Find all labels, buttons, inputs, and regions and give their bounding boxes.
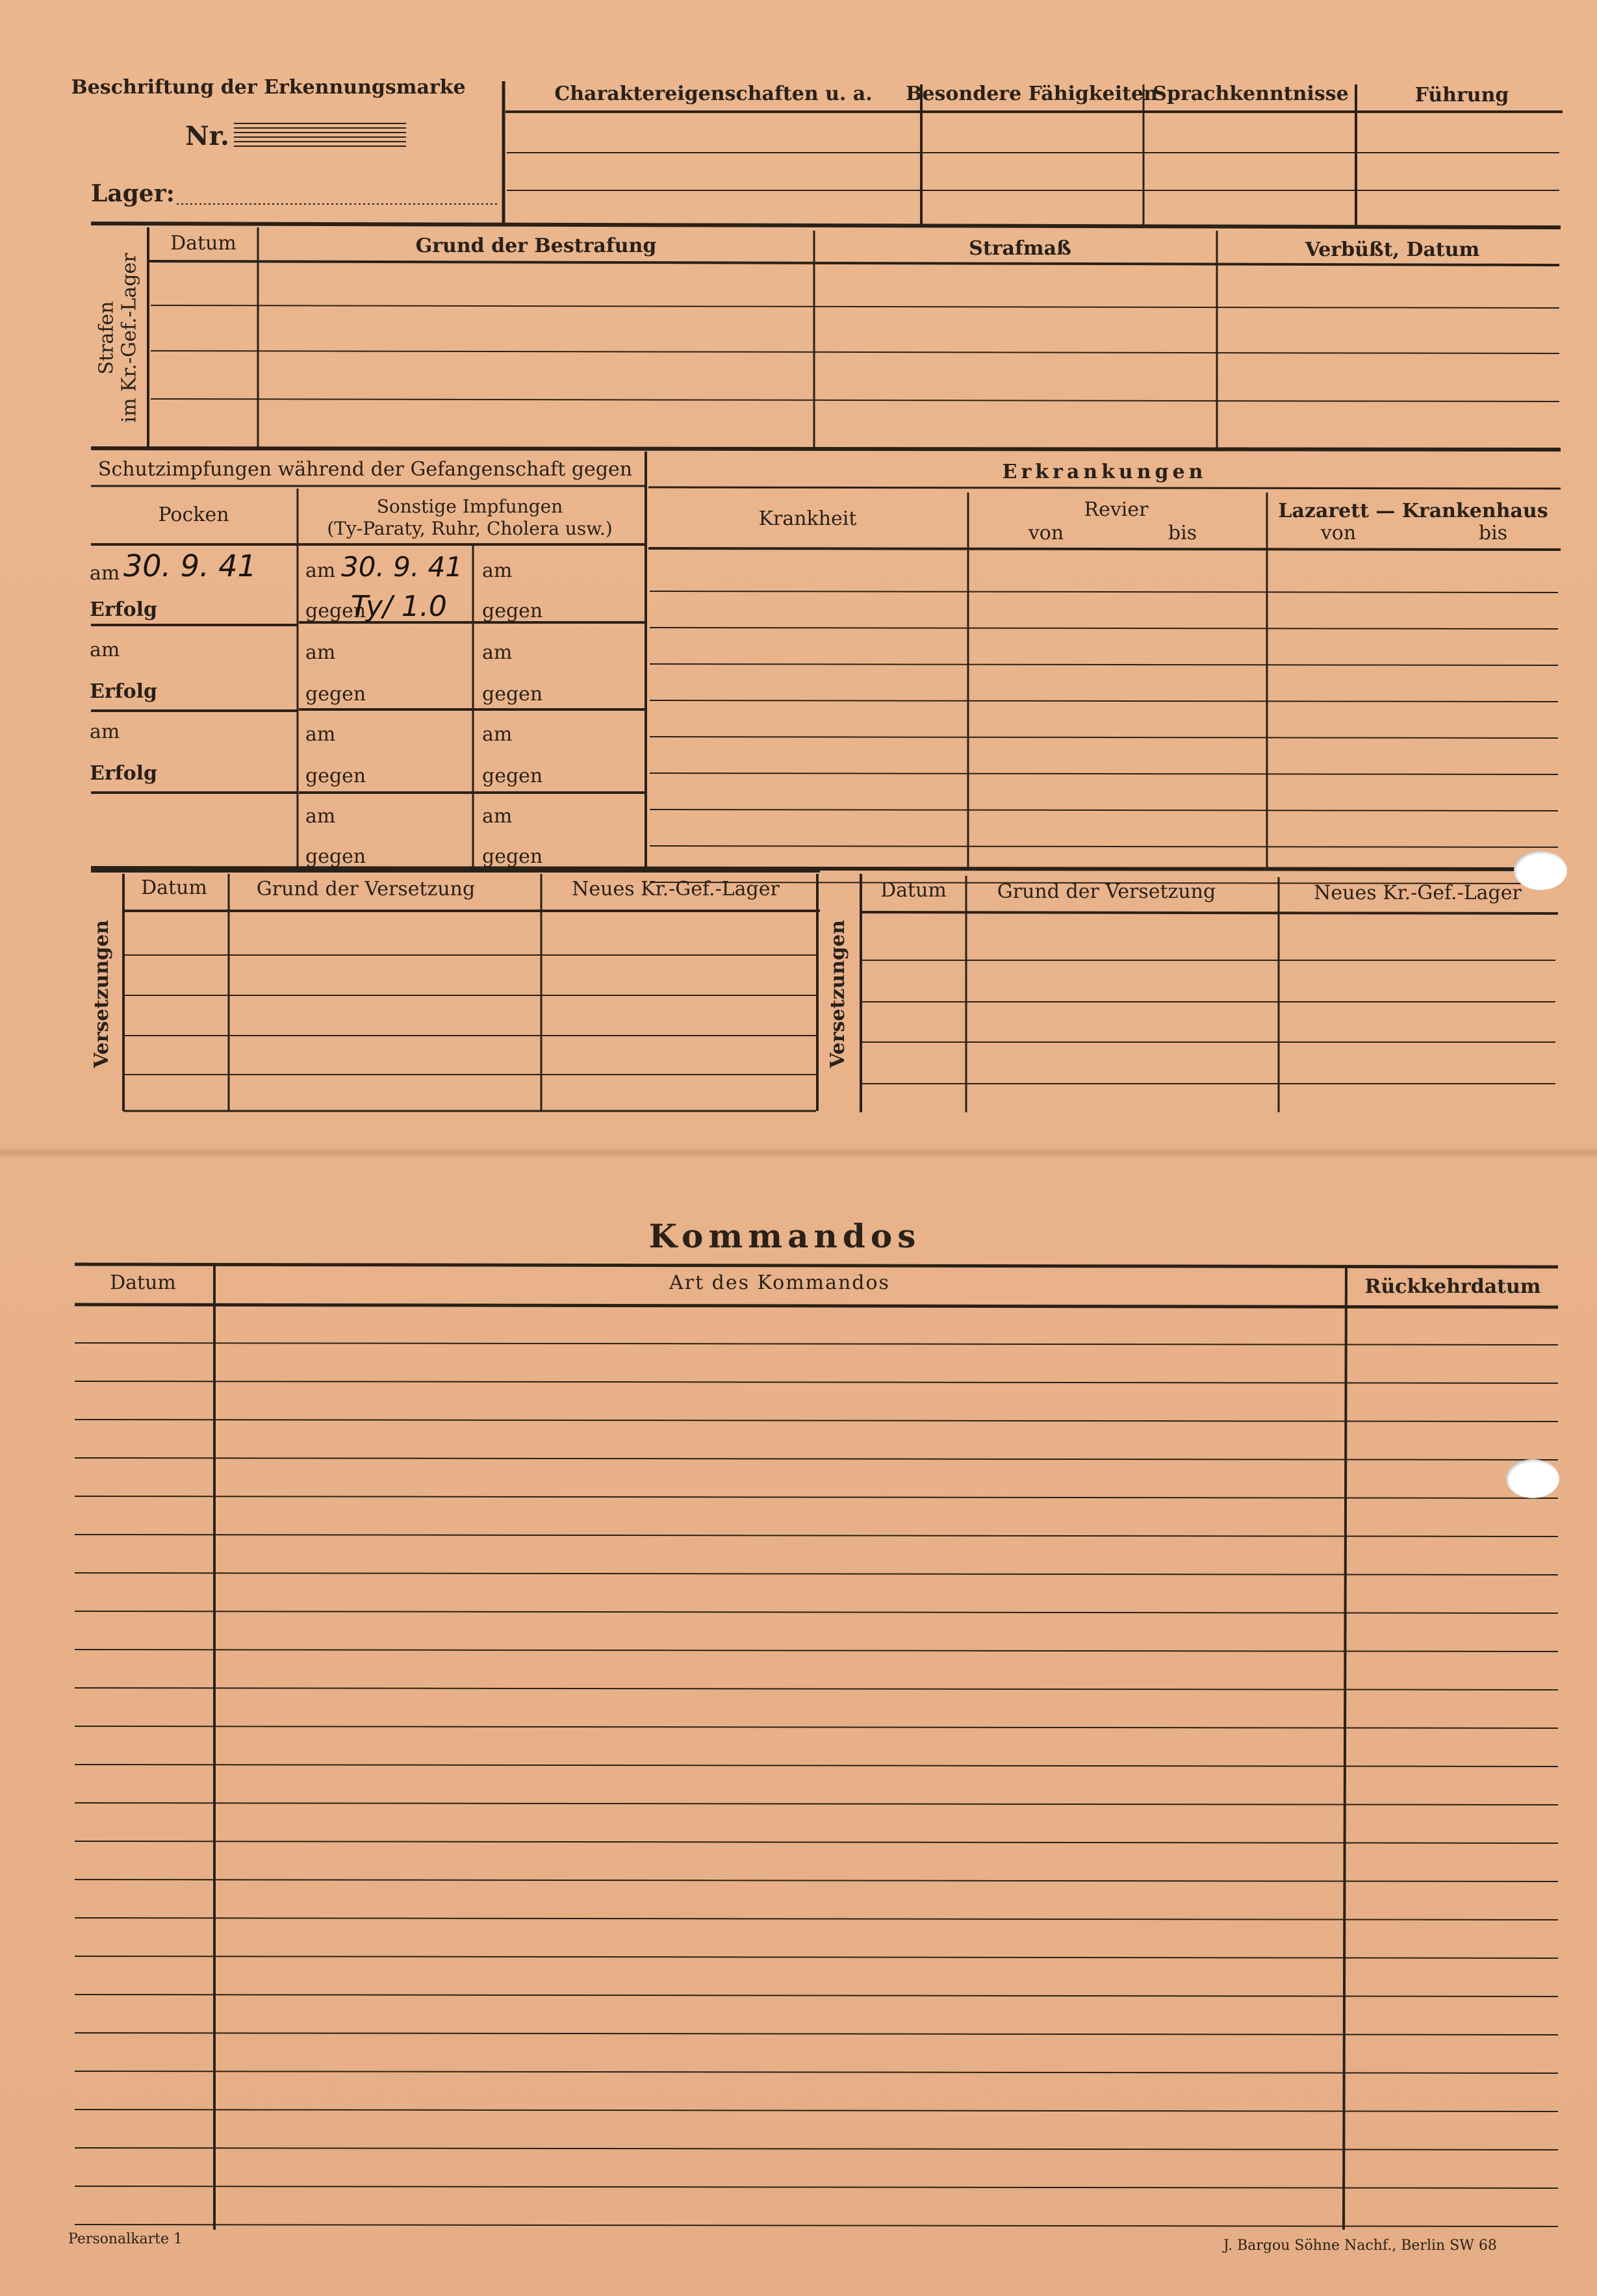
impfung-label-sonstige-a-am-1: am bbox=[305, 559, 336, 582]
handwritten-sonstige-date: 30. 9. 41 bbox=[341, 551, 463, 583]
impfung-label-sonstige-b-am-4: am bbox=[482, 805, 513, 828]
impfung-label-sonstige-b-am-1: am bbox=[482, 559, 513, 582]
header-charakter: Charaktereigenschaften u. a. bbox=[554, 83, 873, 105]
header-faehigkeiten: Besondere Fähigkeiten bbox=[906, 83, 1158, 105]
impfung-label-sonstige-b-am-3: am bbox=[482, 723, 513, 746]
handwritten-sonstige-gegen: Ty/ 1.0 bbox=[351, 590, 447, 623]
punch-hole-lower bbox=[1506, 1459, 1559, 1498]
impfung-label-sonstige-a-gegen-3: gegen bbox=[305, 765, 366, 787]
tag-nr-label: Nr. bbox=[185, 121, 229, 151]
versetzung-right-grund: Grund der Versetzung bbox=[997, 880, 1216, 903]
impfung-label-sonstige-a-gegen-2: gegen bbox=[305, 683, 366, 706]
impfung-label-sonstige-b-gegen-2: gegen bbox=[482, 683, 543, 706]
strafen-header-grund: Grund der Bestrafung bbox=[415, 235, 657, 257]
kommandos-title: Kommandos bbox=[648, 1217, 921, 1255]
strafen-side-label: Strafen im Kr.-Gef.-Lager bbox=[95, 253, 140, 423]
revier-von: von bbox=[1028, 522, 1064, 544]
impfung-label-pocken-am-1: am bbox=[90, 562, 120, 585]
impfung-label-sonstige-b-gegen-4: gegen bbox=[482, 845, 543, 868]
versetzung-right-neues-lager: Neues Kr.-Gef.-Lager bbox=[1314, 882, 1522, 904]
impfung-label-sonstige-a-gegen-1: gegen bbox=[305, 600, 366, 622]
kommandos-header-datum: Datum bbox=[110, 1271, 176, 1294]
impfung-label-pocken-erfolg-3: Erfolg bbox=[90, 762, 157, 785]
versetzung-right-datum: Datum bbox=[880, 879, 947, 902]
impfung-label-pocken-erfolg-2: Erfolg bbox=[90, 680, 157, 703]
tag-lager-label: Lager: bbox=[91, 180, 175, 207]
impfung-label-sonstige-a-am-2: am bbox=[305, 641, 336, 664]
impfung-title: Schutzimpfungen während der Gefangenschaft gegen bbox=[97, 458, 633, 481]
versetzung-left-grund: Grund der Versetzung bbox=[256, 878, 476, 900]
versetzung-left-datum: Datum bbox=[141, 876, 207, 899]
footer-form-number: Personalkarte 1 bbox=[68, 2231, 183, 2247]
footer-printer: J. Bargou Söhne Nachf., Berlin SW 68 bbox=[1223, 2238, 1497, 2254]
impfung-label-sonstige-a-am-4: am bbox=[305, 805, 336, 828]
punch-hole-upper bbox=[1514, 851, 1567, 890]
impfung-sonstige-subheader: (Ty-Paraty, Ruhr, Cholera usw.) bbox=[327, 518, 613, 539]
header-sprachkenntnisse: Sprachkenntnisse bbox=[1153, 83, 1349, 105]
tag-title: Beschriftung der Erkennungsmarke bbox=[71, 76, 466, 99]
erkrankungen-lazarett: Lazarett — Krankenhaus bbox=[1278, 500, 1548, 522]
versetzungen-side-label-left: Versetzungen bbox=[90, 920, 113, 1068]
impfung-label-sonstige-b-am-2: am bbox=[482, 641, 513, 664]
strafen-header-datum: Datum bbox=[170, 232, 236, 255]
erkrankungen-revier: Revier bbox=[1084, 498, 1149, 521]
impfung-label-pocken-erfolg-1: Erfolg bbox=[90, 598, 157, 621]
revier-bis: bis bbox=[1168, 522, 1197, 544]
lazarett-von: von bbox=[1320, 522, 1357, 544]
impfung-label-sonstige-a-gegen-4: gegen bbox=[305, 845, 366, 868]
versetzungen-side-label-right: Versetzungen bbox=[826, 920, 849, 1068]
erkrankungen-title: Erkrankungen bbox=[1002, 461, 1207, 483]
kommandos-header-art: Art des Kommandos bbox=[669, 1271, 890, 1294]
impfung-label-pocken-am-2: am bbox=[90, 639, 120, 661]
header-fuehrung: Führung bbox=[1414, 84, 1509, 107]
impfung-pocken-header: Pocken bbox=[158, 504, 229, 526]
impfung-label-pocken-am-3: am bbox=[90, 721, 120, 743]
handwritten-pocken-date: 30. 9. 41 bbox=[123, 548, 257, 583]
erkrankungen-krankheit: Krankheit bbox=[758, 507, 857, 530]
impfung-sonstige-header: Sonstige Impfungen bbox=[376, 496, 563, 517]
strafen-header-verbuesst: Verbüßt, Datum bbox=[1305, 238, 1480, 261]
versetzung-left-neues-lager: Neues Kr.-Gef.-Lager bbox=[572, 878, 780, 900]
strafen-header-strafmass: Strafmaß bbox=[969, 237, 1071, 260]
lazarett-bis: bis bbox=[1478, 522, 1508, 544]
kommandos-header-rueckkehr: Rückkehrdatum bbox=[1364, 1275, 1541, 1298]
impfung-label-sonstige-a-am-3: am bbox=[305, 723, 336, 746]
impfung-label-sonstige-b-gegen-1: gegen bbox=[482, 600, 543, 622]
impfung-label-sonstige-b-gegen-3: gegen bbox=[482, 765, 543, 787]
